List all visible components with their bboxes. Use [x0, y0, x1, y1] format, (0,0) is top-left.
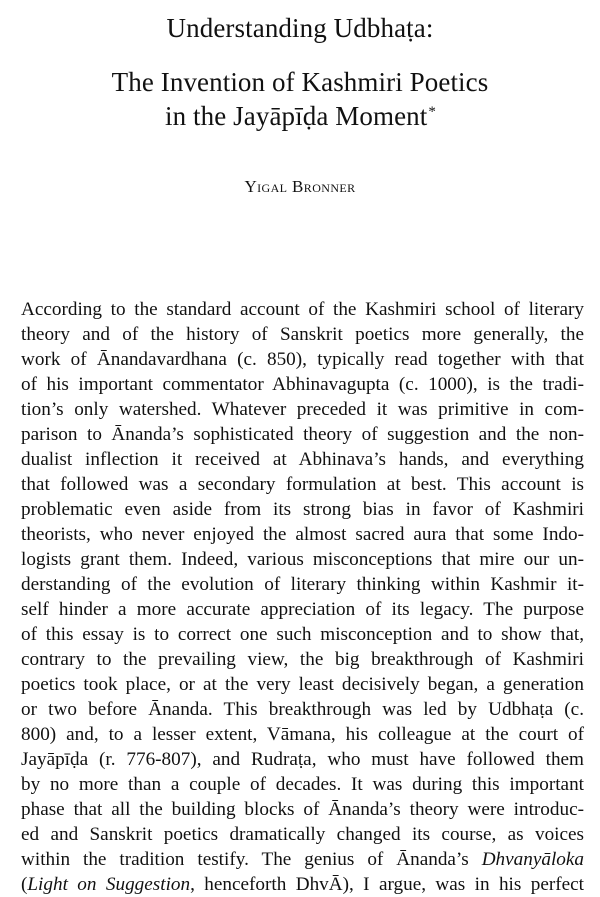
text-line: self hinder a more accurate appreciation of its legacy. The purpose	[21, 599, 584, 620]
text-line: theory and of the history of Sanskrit poetics more generally, the	[21, 324, 584, 345]
text-line: problematic even aside from its strong bias in favor of Kashmiri	[21, 499, 584, 520]
text-line: poetics took place, or at the very least decisively began, a generation	[21, 674, 584, 695]
text-line: According to the standard account of the Kashmiri school of literary	[21, 299, 584, 320]
text-line: parison to Ānanda’s sophisticated theory of suggestion and the non-	[21, 424, 584, 445]
text-line: tion’s only watershed. Whatever preceded it was primitive in com-	[21, 399, 584, 420]
text-segment: (	[21, 874, 28, 895]
text-segment: within the tradition testify. The genius of Ānanda’s	[21, 849, 469, 870]
text-line: Jayāpīḍa (r. 776-807), and Rudraṭa, who must have followed them	[21, 749, 584, 770]
text-line-mixed	[21, 847, 584, 872]
text-line: of this essay is to correct one such misconception and to show that,	[21, 624, 584, 645]
title-text-1: Understanding Udbhaṭa:	[166, 13, 434, 43]
body-paragraph	[21, 297, 584, 897]
text-line: phase that all the building blocks of Ānanda’s theory were introduc-	[21, 799, 584, 820]
paper-title-line-3	[0, 100, 600, 132]
text-line: work of Ānandavardhana (c. 850), typically read together with that	[21, 349, 584, 370]
text-line: or two before Ānanda. This breakthrough was led by Udbhaṭa (c.	[21, 699, 584, 720]
translated-title-italic: Light on Suggestion	[27, 874, 191, 895]
text-line: logists grant them. Indeed, various misconceptions that mire our un-	[21, 549, 584, 570]
text-line: by no more than a couple of decades. It was during this important	[21, 774, 584, 795]
text-line: contrary to the prevailing view, the big breakthrough of Kashmiri	[21, 649, 584, 670]
footnote-marker[interactable]: *	[428, 104, 436, 120]
paper-title-line-2	[0, 66, 600, 98]
text-segment: , henceforth DhvĀ), I argue, was in his perfect	[190, 874, 584, 895]
text-line: 800) and, to a lesser extent, Vāmana, his colleague at the court of	[21, 724, 584, 745]
text-line: derstanding of the evolution of literary thinking within Kashmir it-	[21, 574, 584, 595]
author-name: Yigal Bronner	[244, 177, 356, 196]
work-title-italic: Dhvanyāloka	[481, 849, 585, 870]
text-line: dualist inflection it received at Abhinava’s hands, and everything	[21, 449, 584, 470]
text-line: theorists, who never enjoyed the almost sacred aura that some Indo-	[21, 524, 584, 545]
title-text-3: in the Jayāpīḍa Moment	[164, 101, 428, 131]
text-line: ed and Sanskrit poetics dramatically changed its course, as voices	[21, 824, 584, 845]
text-line-mixed	[21, 872, 584, 897]
text-line: of his important commentator Abhinavagupta (c. 1000), is the tradi-	[21, 374, 584, 395]
text-line: that followed was a secondary formulation at best. This account is	[21, 474, 584, 495]
title-text-2: The Invention of Kashmiri Poetics	[111, 67, 489, 97]
paper-title-line-1	[0, 12, 600, 44]
